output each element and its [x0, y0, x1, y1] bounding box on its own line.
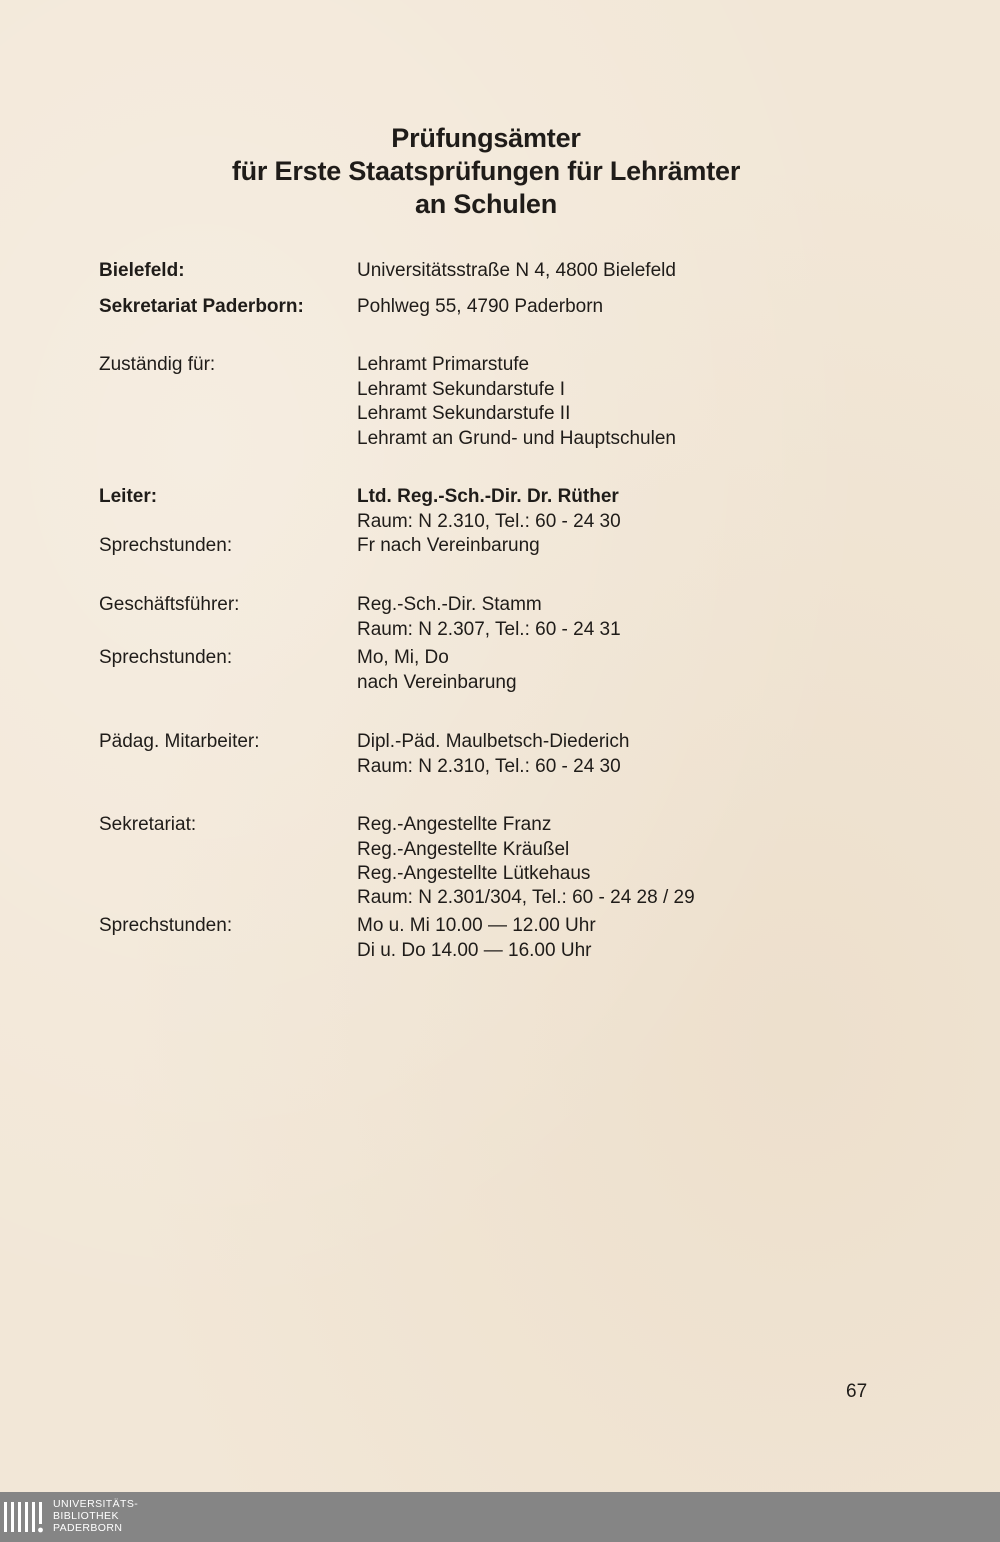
title-line-3: an Schulen	[414, 189, 558, 219]
sekretariat-paderborn-label: Sekretariat Paderborn:	[99, 296, 304, 317]
sekretariat-line-2: Reg.-Angestellte Kräußel	[357, 838, 570, 860]
leiter-raum: Raum: N 2.310, Tel.: 60 - 24 30	[357, 510, 621, 532]
paedag-name: Dipl.-Päd. Maulbetsch-Diederich	[357, 731, 630, 752]
page-title	[0, 122, 972, 221]
page-number: 67	[846, 1381, 868, 1402]
sekretariat-sprechstunden-line-2: Di u. Do 14.00 — 16.00 Uhr	[357, 939, 592, 961]
sekretariat-line-1: Reg.-Angestellte Franz	[357, 814, 552, 835]
bielefeld-label: Bielefeld:	[99, 260, 185, 281]
sekretariat-sprechstunden-label: Sprechstunden:	[99, 915, 233, 936]
library-logo-icon	[4, 1500, 48, 1534]
geschaeftsfuehrer-label: Geschäftsführer:	[99, 594, 240, 615]
paedag-raum: Raum: N 2.310, Tel.: 60 - 24 30	[357, 755, 621, 777]
zustaendig-line-4: Lehramt an Grund- und Hauptschulen	[357, 427, 676, 449]
zustaendig-label: Zuständig für:	[99, 354, 216, 375]
library-name-line-3: PADERBORN	[53, 1522, 123, 1534]
title-line-1: Prüfungsämter	[391, 123, 581, 153]
sekretariat-raum: Raum: N 2.301/304, Tel.: 60 - 24 28 / 29	[357, 887, 695, 908]
leiter-sprechstunden-value: Fr nach Vereinbarung	[357, 535, 540, 556]
leiter-name: Ltd. Reg.-Sch.-Dir. Dr. Rüther	[357, 486, 619, 507]
library-name-line-2: BIBLIOTHEK	[53, 1510, 119, 1522]
library-name	[53, 1498, 138, 1534]
sekretariat-paderborn-address: Pohlweg 55, 4790 Paderborn	[357, 296, 604, 317]
paedag-label: Pädag. Mitarbeiter:	[99, 731, 260, 752]
geschaeftsfuehrer-sprechstunden-line-2: nach Vereinbarung	[357, 671, 517, 693]
bielefeld-address: Universitätsstraße N 4, 4800 Bielefeld	[357, 260, 676, 281]
geschaeftsfuehrer-sprechstunden-label: Sprechstunden:	[99, 647, 233, 668]
geschaeftsfuehrer-raum: Raum: N 2.307, Tel.: 60 - 24 31	[357, 618, 621, 640]
library-footer-bar	[0, 1492, 1000, 1542]
sekretariat-sprechstunden-line-1: Mo u. Mi 10.00 — 12.00 Uhr	[357, 915, 596, 936]
geschaeftsfuehrer-sprechstunden-line-1: Mo, Mi, Do	[357, 647, 449, 668]
geschaeftsfuehrer-name: Reg.-Sch.-Dir. Stamm	[357, 594, 542, 615]
sekretariat-label: Sekretariat:	[99, 814, 197, 835]
zustaendig-line-2: Lehramt Sekundarstufe I	[357, 378, 566, 400]
title-line-2: für Erste Staatsprüfungen für Lehrämter	[231, 156, 741, 186]
library-name-line-1: UNIVERSITÄTS-	[53, 1498, 139, 1510]
zustaendig-line-1: Lehramt Primarstufe	[357, 354, 530, 375]
sekretariat-line-3: Reg.-Angestellte Lütkehaus	[357, 863, 591, 884]
leiter-sprechstunden-label: Sprechstunden:	[99, 535, 233, 556]
leiter-label: Leiter:	[99, 486, 158, 507]
zustaendig-line-3: Lehramt Sekundarstufe II	[357, 403, 571, 424]
